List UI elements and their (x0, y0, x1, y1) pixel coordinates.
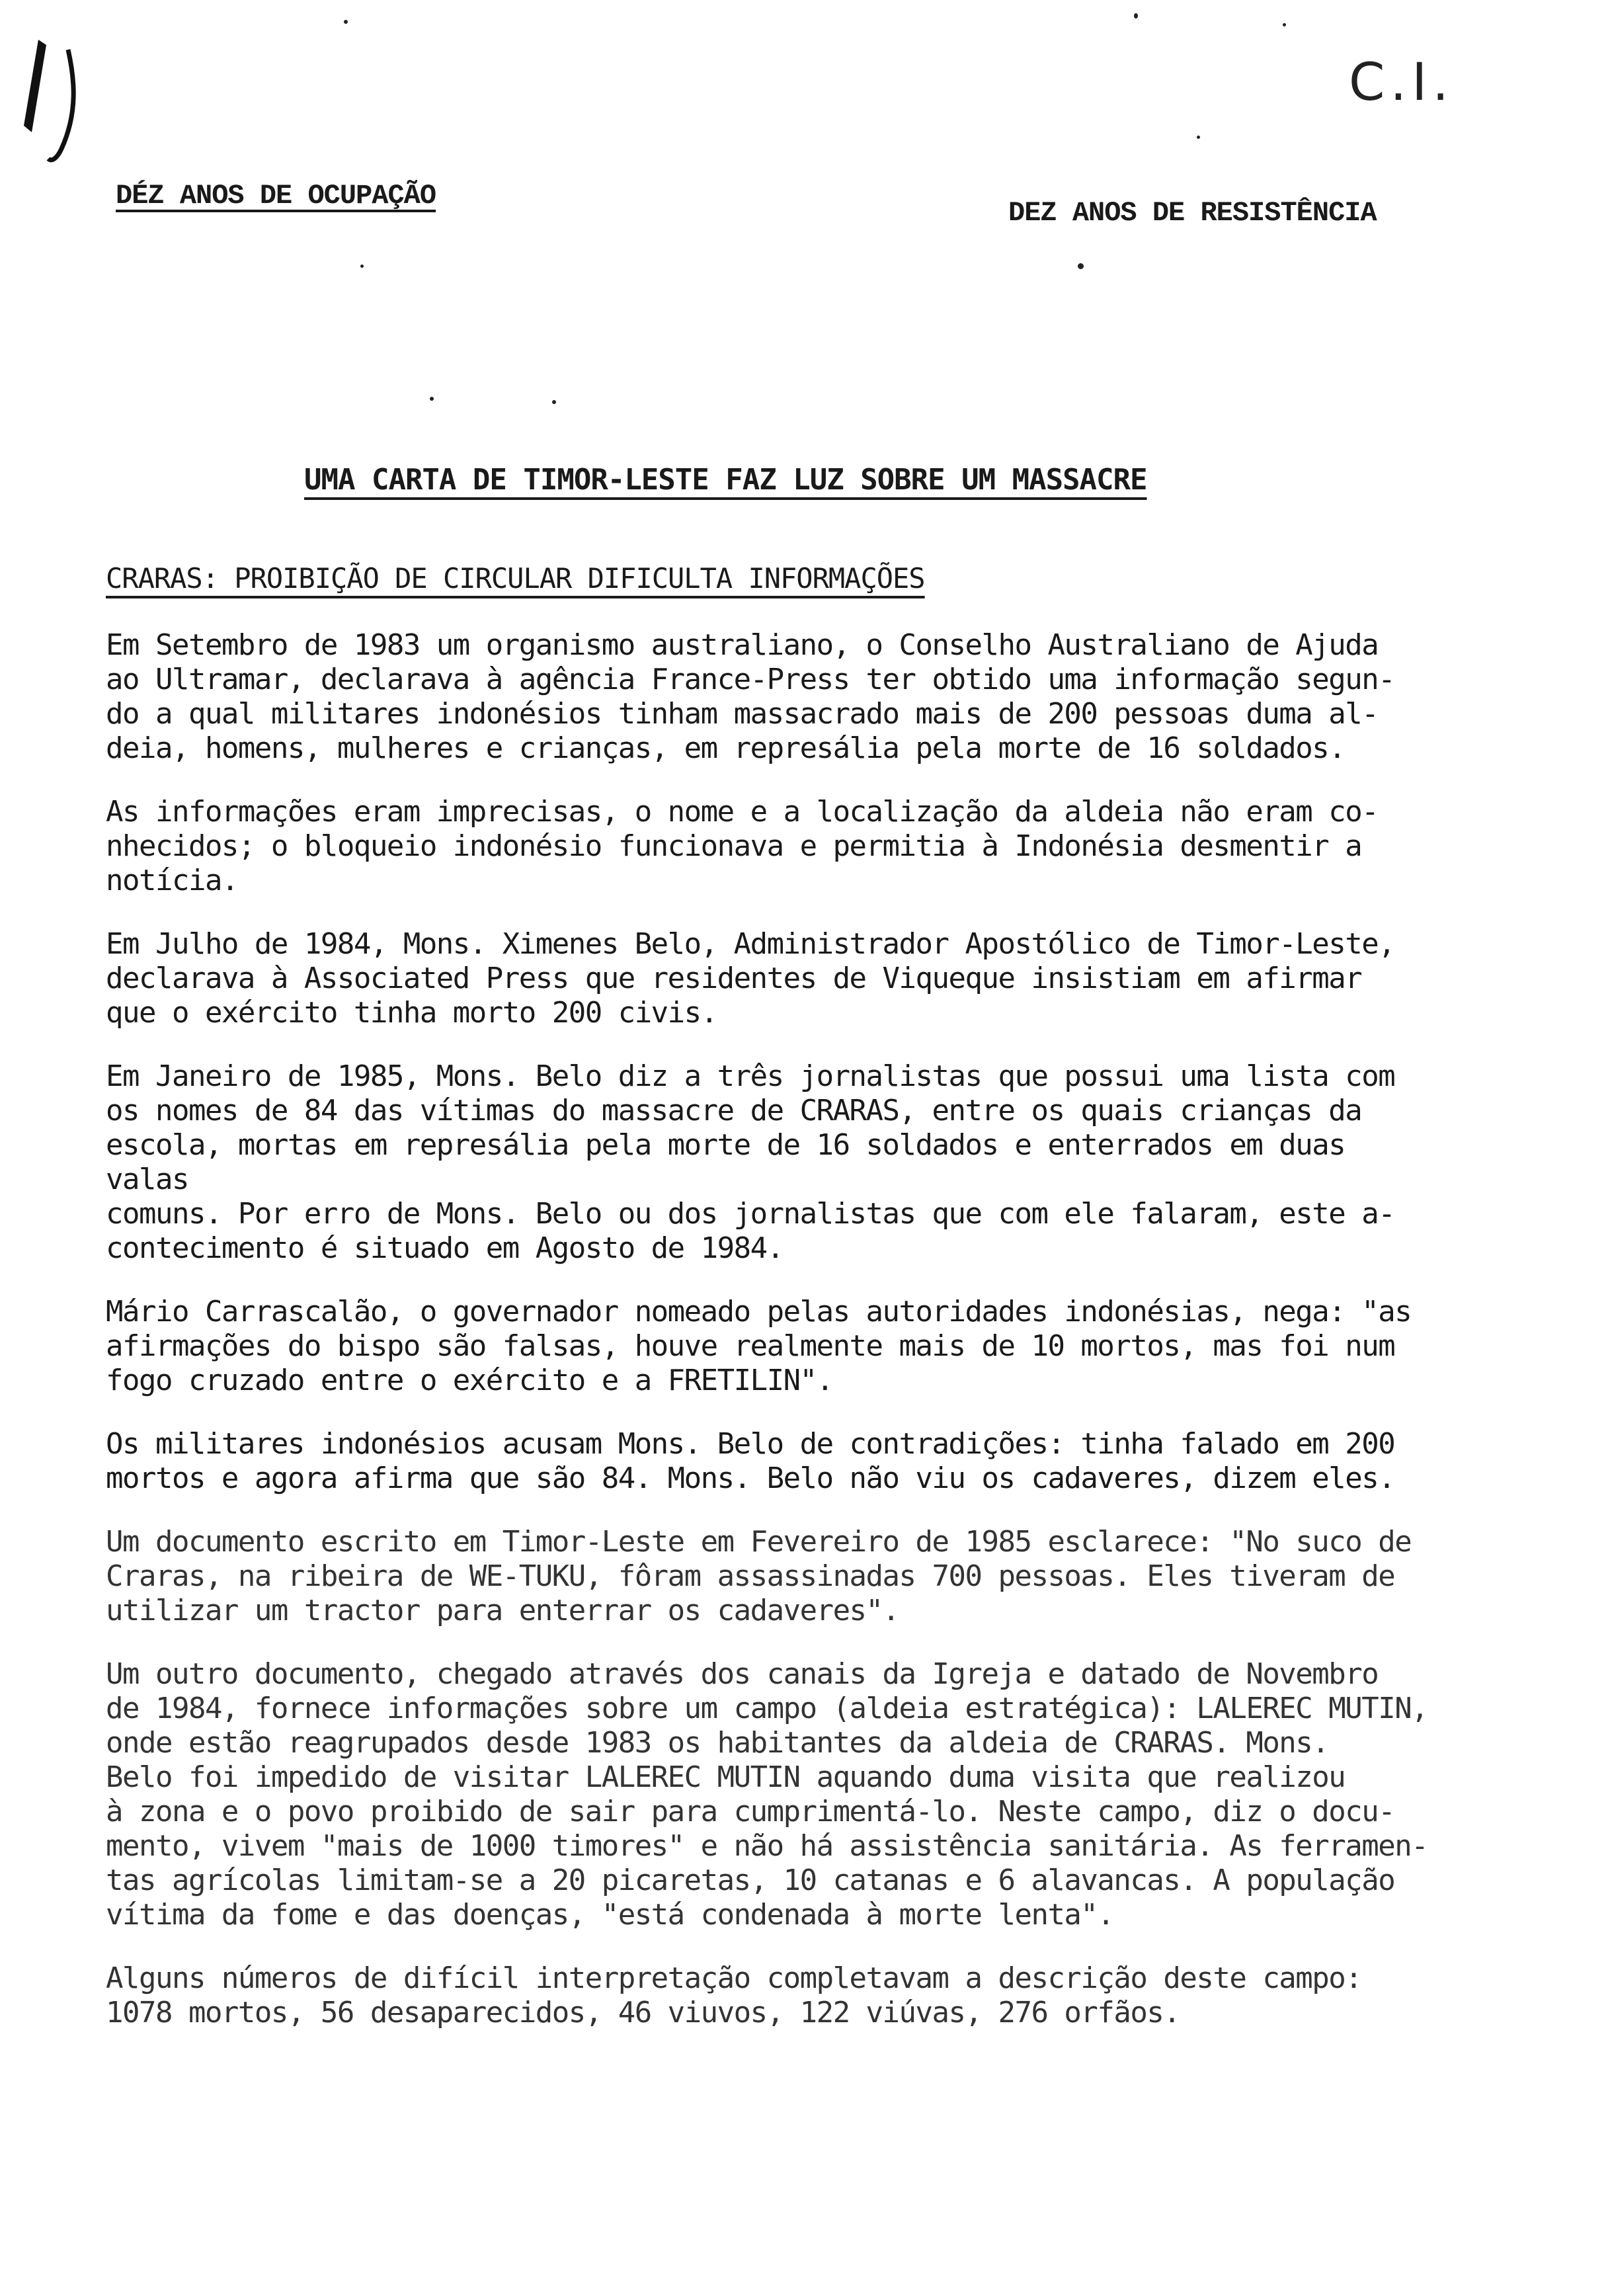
scan-speck (1283, 23, 1286, 26)
paragraph: Um documento escrito em Timor-Leste em Fevereiro de 1985 esclarece: "No suco de Craras, na ribeira de WE-TUKU, fôram assassinadas 700 pessoas. Eles tiveram de utilizar um tractor para enterrar os cadaveres". (106, 1525, 1412, 1627)
header-right: DEZ ANOS DE RESISTÊNCIA (1008, 197, 1377, 229)
paragraph: Alguns números de difícil interpretação completavam a descrição deste campo: 1078 mortos, 56 desaparecidos, 46 viuvos, 122 viúvas, 276 orfãos. (106, 1961, 1362, 2030)
scan-speck (1197, 136, 1200, 139)
header-left: DÉZ ANOS DE OCUPAÇÃO (116, 180, 436, 212)
document-title: UMA CARTA DE TIMOR-LESTE FAZ LUZ SOBRE UM MASSACRE (304, 463, 1147, 497)
section-subtitle: CRARAS: PROIBIÇÃO DE CIRCULAR DIFICULTA INFORMAÇÕES (106, 562, 925, 594)
scan-speck (1134, 13, 1138, 19)
paragraph: Um outro documento, chegado através dos canais da Igreja e datado de Novembro de 1984, fornece informações sobre um campo (aldeia estratégica): LALEREC MUTIN, onde estão reagrupados desde 1983 os habitantes da aldeia de CRARAS. Mons. Belo foi impedido de visitar LALEREC MUTIN aquando duma visita que realizou à zona e o povo proibido de sair para cumprimentá-lo. Neste campo, diz o docu- mento, vivem "mais de 1000 timores" e não há assistência sanitária. As ferramen- tas agrícolas limitam-se a 20 picaretas, 10 catanas e 6 alavancas. A população vítima da fome e das doenças, "está condenada à morte lenta". (106, 1657, 1428, 1932)
scan-speck (430, 397, 434, 401)
handwritten-mark-icon (12, 26, 91, 165)
paragraph: Mário Carrascalão, o governador nomeado pelas autoridades indonésias, nega: "as afirmações do bispo são falsas, houve realmente mais de 10 mortos, mas foi num fogo cruzado entre o exército e a FRETILIN". (106, 1295, 1412, 1397)
paragraph: As informações eram imprecisas, o nome e a localização da aldeia não eram co- nhecidos; o bloqueio indonésio funcionava e permitia à Indonésia desmentir a notícia. (106, 795, 1379, 897)
corner-note: C.I. (1349, 53, 1455, 112)
scan-speck (360, 265, 364, 268)
paragraph: Os militares indonésios acusam Mons. Belo de contradições: tinha falado em 200 mortos e agora afirma que são 84. Mons. Belo não viu os cadaveres, dizem eles. (106, 1427, 1395, 1495)
paragraph: Em Setembro de 1983 um organismo australiano, o Conselho Australiano de Ajuda ao Ultramar, declarava à agência France-Press ter obtido uma informação segun- do a qual militares indonésios tinham massacrado mais de 200 pessoas duma al- deia, homens, mulheres e crianças, em represália pela morte de 16 soldados. (106, 628, 1395, 765)
scan-speck (344, 20, 348, 24)
paragraph: Em Janeiro de 1985, Mons. Belo diz a três jornalistas que possui uma lista com os nomes de 84 das vítimas do massacre de CRARAS, entre os quais crianças da escola, mortas em represália pela morte de 16 soldados e enterrados em duas valas comuns. Por erro de Mons. Belo ou dos jornalistas que com ele falaram, este a- contecimento é situado em Agosto de 1984. (106, 1059, 1395, 1265)
paragraph: Em Julho de 1984, Mons. Ximenes Belo, Administrador Apostólico de Timor-Leste, declarava à Associated Press que residentes de Viqueque insistiam em afirmar que o exército tinha morto 200 civis. (106, 927, 1395, 1030)
scan-speck (1078, 263, 1084, 269)
scan-speck (552, 400, 556, 404)
body-text (106, 628, 1428, 2059)
